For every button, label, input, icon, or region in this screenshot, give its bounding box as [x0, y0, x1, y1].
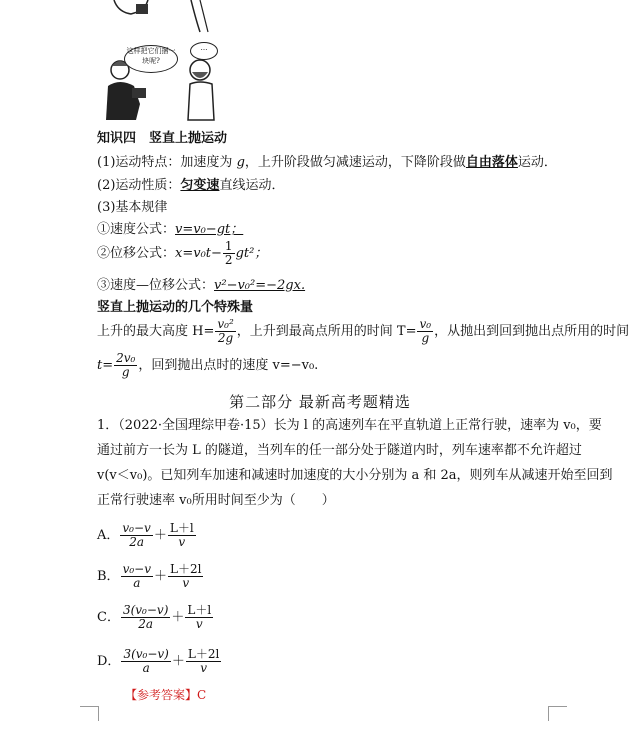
option-a-frac2: [168, 522, 196, 549]
question-line-2: 通过前方一长为 L 的隧道，当列车的任一部分处于隧道内时，列车速率都不允许超过: [97, 443, 582, 458]
option-a-n1: v₀−v: [122, 521, 151, 535]
f2-label: ②位移公式：: [97, 246, 176, 262]
l2-post: 直线运动．: [219, 178, 285, 193]
s1-fraction-t: [417, 318, 433, 345]
f2-num: 1: [224, 239, 233, 253]
velocity-displacement-formula: [97, 274, 305, 293]
speech-bubble-left-text: 这样把它们捆一块呢?: [126, 47, 176, 65]
option-a-d1: 2a: [129, 535, 144, 550]
page-corner-bottom-left: [80, 706, 99, 721]
option-b-frac2: [168, 563, 203, 590]
question-line-1: 1．（2022·全国理综甲卷·15）长为 l 的高速列车在平直轨道上正常行驶，速率为 v₀，要: [97, 418, 602, 433]
s1-den: 2g: [217, 331, 234, 346]
option-a[interactable]: A． $\frac{\text{v₀−v}}{2a}$ ＋ $\frac{L+l}{v}$: [97, 521, 194, 550]
f1-label: ①速度公式：: [97, 222, 176, 237]
option-c[interactable]: C． $\frac{\text{3(v₀−v)}}{2a}$ ＋ $\frac{L+l}{v}$: [97, 603, 212, 632]
s1-den2: g: [421, 331, 430, 346]
s1-fraction-h: [215, 318, 235, 345]
option-c-frac2: [185, 604, 213, 631]
basic-rules: (3)基本规律: [97, 200, 168, 215]
option-c-d1: 2a: [138, 617, 154, 632]
option-c-n1: 3(v₀−v): [122, 603, 169, 617]
option-b-d2: v: [182, 576, 190, 591]
option-a-d2: v: [178, 535, 186, 550]
option-d-frac1: [121, 648, 170, 675]
option-b-n2: L＋2l: [170, 562, 202, 576]
speech-bubble-right: [190, 42, 218, 60]
option-d-n2: L＋2l: [187, 647, 220, 661]
option-d-label: D．: [97, 654, 121, 670]
reference-answer: 【参考答案】C: [125, 688, 207, 702]
f3-label: ③速度—位移公式：: [97, 278, 215, 293]
option-a-label: A．: [97, 528, 120, 544]
s2-den: g: [121, 365, 130, 380]
displacement-formula: [97, 240, 267, 267]
f2-fraction: [223, 240, 235, 267]
l2-underlined: 匀变速: [180, 178, 220, 193]
option-b-n1: v₀−v: [122, 562, 151, 576]
option-d-frac2: [186, 648, 221, 675]
f1-equation: v=v₀−gt；: [175, 222, 244, 237]
l1-post: 运动．: [517, 155, 557, 170]
option-d-d2: v: [200, 661, 207, 676]
option-a-frac1: [120, 522, 152, 549]
f2-pre: x=v₀t−: [175, 246, 222, 262]
l1-underlined: 自由落体: [465, 155, 518, 170]
f3-equation: v²−v₀²=−2gx.: [214, 278, 306, 293]
option-d[interactable]: D． $\frac{\text{3(v₀−v)}}{a}$ ＋ $\frac{L+2l}{v}$: [97, 647, 220, 676]
s1-post: ，从抛出到回到抛出点所用的时间: [434, 324, 630, 340]
s1-num2: v₀: [419, 317, 432, 331]
option-b-frac1: [121, 563, 153, 590]
option-c-d2: v: [195, 617, 203, 632]
special-quantities-title: 竖直上抛运动的几个特殊量: [97, 300, 254, 315]
s2-num: 2v₀: [116, 351, 136, 365]
option-c-frac1: [121, 604, 170, 631]
option-c-label: C．: [97, 610, 120, 626]
motion-nature: [97, 174, 284, 193]
option-b[interactable]: B． $\frac{\text{v₀−v}}{a}$ ＋ $\frac{L+2l}{v}$: [97, 562, 202, 591]
option-b-label: B．: [97, 569, 120, 585]
section-title: 知识四 竖直上抛运动: [97, 131, 228, 146]
special-line-2: [97, 352, 318, 379]
s2-post: ，回到抛出点时的速度 v=−v₀.: [138, 358, 319, 374]
s1-num: v₀²: [217, 317, 234, 331]
l1-pre: (1)运动特点：加速度为: [97, 155, 237, 170]
f2-post: gt²；: [235, 246, 268, 262]
part-heading: 第二部分 最新高考题精选: [229, 393, 411, 411]
option-d-d1: a: [142, 661, 150, 676]
l2-pre: (2)运动性质：: [97, 178, 181, 193]
option-d-n1: 3(v₀−v): [123, 647, 169, 661]
s2-pre: t=: [97, 358, 114, 374]
l1-mid: ，上升阶段做匀减速运动，下降阶段做: [244, 155, 466, 170]
speech-bubble-right-text: …: [200, 44, 208, 52]
velocity-formula: [97, 218, 243, 237]
question-line-3: v(v＜v₀)。已知列车加速和减速时加速度的大小分别为 a 和 2a，则列车从减速开始至回到: [97, 468, 613, 483]
question-line-4: 正常行驶速率 v₀所用时间至少为（ ）: [97, 493, 335, 508]
s1-pre: 上升的最大高度 H=: [97, 324, 215, 340]
l1-g: g: [236, 155, 245, 170]
s1-mid: ，上升到最高点所用的时间 T=: [236, 324, 417, 340]
option-a-n2: L＋l: [169, 521, 194, 535]
motion-characteristics: [97, 151, 557, 170]
special-line-1: [97, 318, 629, 345]
page-corner-bottom-right: [548, 706, 567, 721]
f2-den: 2: [224, 253, 233, 268]
option-c-n2: L＋l: [187, 603, 212, 617]
s2-fraction: [114, 352, 137, 379]
option-b-d1: a: [133, 576, 141, 591]
speech-bubble-left: [124, 45, 178, 73]
